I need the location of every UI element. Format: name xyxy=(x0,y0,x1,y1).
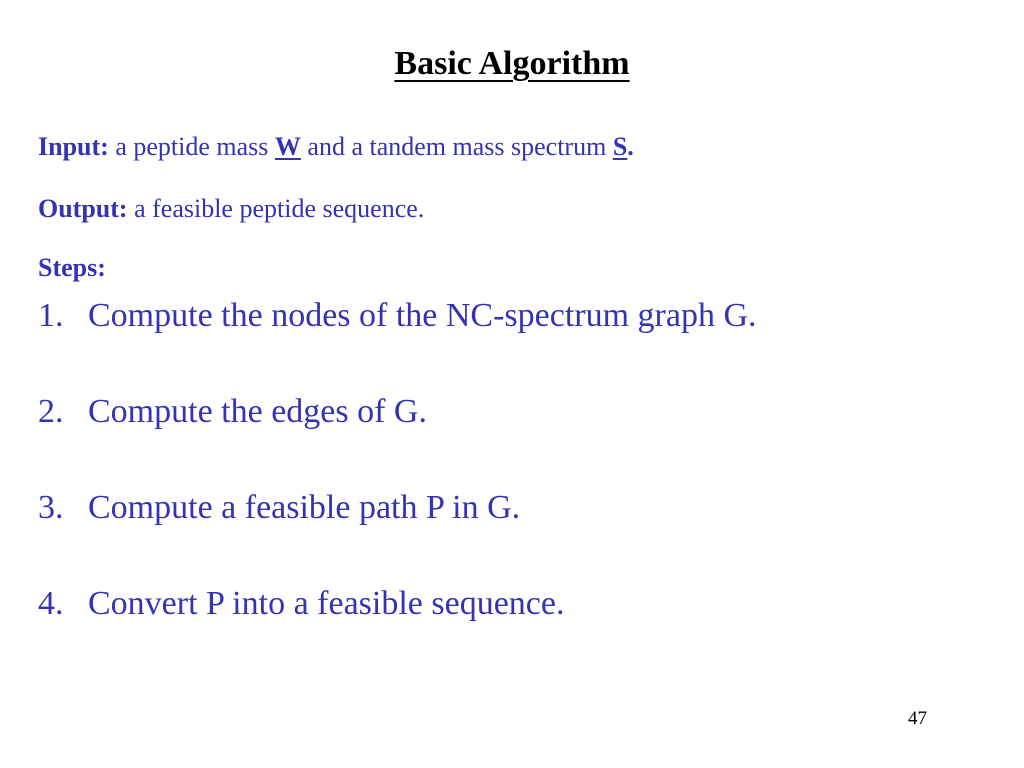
step-number: 1. xyxy=(38,297,64,334)
input-text-2: and a tandem mass spectrum xyxy=(300,132,613,161)
slide-title-text: Basic Algorithm xyxy=(394,45,630,82)
output-line xyxy=(38,195,424,224)
step-number: 4. xyxy=(38,585,64,622)
input-label: Input: xyxy=(38,132,109,161)
input-period: . xyxy=(627,132,634,161)
output-text: a feasible peptide sequence. xyxy=(127,194,425,223)
step-number: 2. xyxy=(38,393,64,430)
peptide-mass-symbol: W xyxy=(274,132,301,161)
step-text: Compute a feasible path P in G. xyxy=(88,489,521,526)
step-item xyxy=(38,489,520,526)
output-label: Output: xyxy=(38,194,128,223)
step-text: Compute the nodes of the NC-spectrum graph G. xyxy=(88,297,757,334)
step-number: 3. xyxy=(38,489,64,526)
input-text-1: a peptide mass xyxy=(108,132,275,161)
step-text: Convert P into a feasible sequence. xyxy=(88,585,565,622)
step-item xyxy=(38,585,564,622)
spectrum-symbol: S xyxy=(612,132,628,161)
input-line xyxy=(38,133,634,162)
step-item xyxy=(38,393,427,430)
step-text: Compute the edges of G. xyxy=(88,393,427,430)
step-item xyxy=(38,297,757,334)
page-number: 47 xyxy=(908,708,927,729)
slide-title xyxy=(0,45,1024,82)
steps-label: Steps: xyxy=(38,253,106,282)
